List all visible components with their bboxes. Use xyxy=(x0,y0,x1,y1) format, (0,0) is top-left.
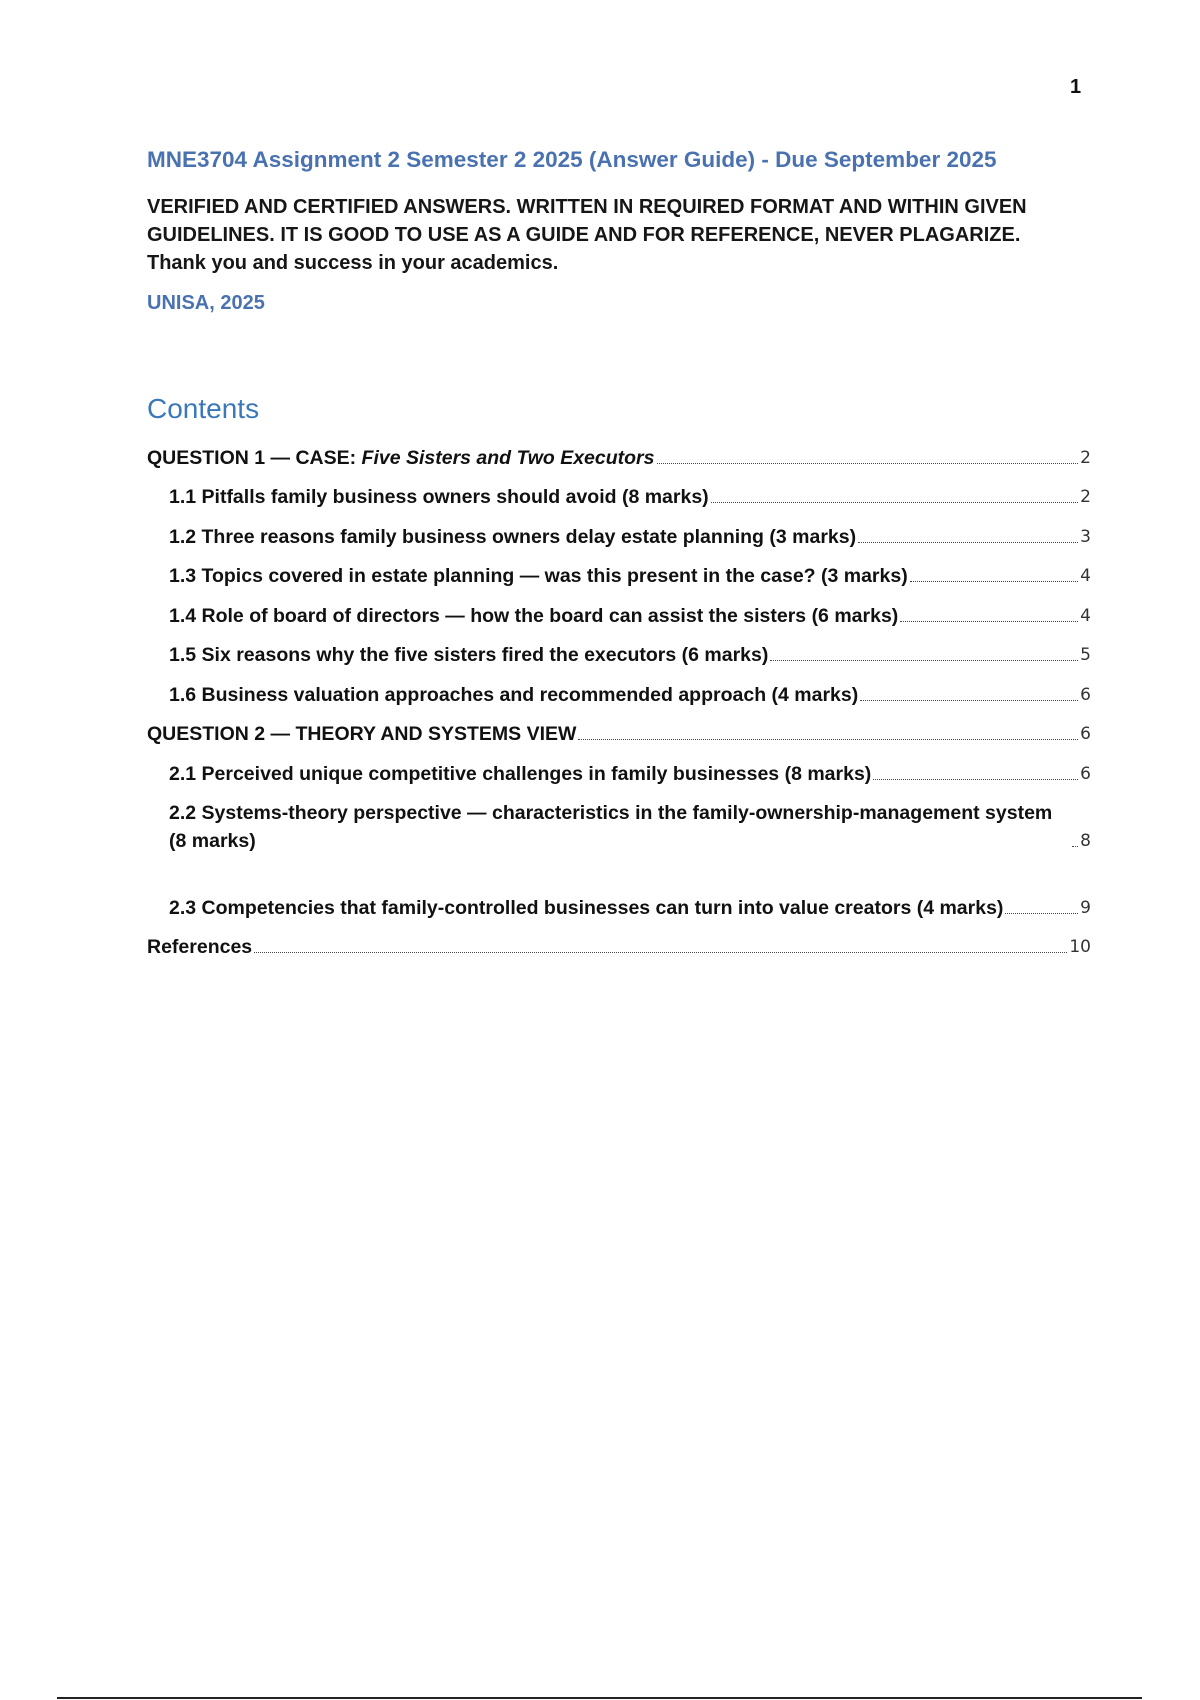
toc-q1-case-title: Five Sisters and Two Executors xyxy=(361,446,655,469)
toc-page-number: 6 xyxy=(1080,763,1091,784)
toc-leader-dots xyxy=(1005,913,1078,914)
toc-leader-dots xyxy=(910,581,1078,582)
toc-entry-1-1[interactable] xyxy=(147,472,1091,512)
toc-entry-1-2[interactable] xyxy=(147,511,1091,551)
toc-entry-label xyxy=(147,444,655,472)
toc-entry-1-5[interactable] xyxy=(147,630,1091,670)
toc-leader-dots xyxy=(1072,846,1078,847)
toc-page-number: 2 xyxy=(1080,447,1091,468)
toc-entry-references[interactable] xyxy=(147,922,1091,962)
footer-divider xyxy=(57,1697,1142,1699)
toc-entry-1-4[interactable] xyxy=(147,590,1091,630)
toc-page-number: 6 xyxy=(1080,724,1091,744)
toc-page-number: 9 xyxy=(1080,897,1091,918)
toc-entry-question-2[interactable] xyxy=(147,709,1091,749)
toc-entry-label: References xyxy=(147,936,253,958)
toc-entry-label: 1.6 Business valuation approaches and recommended approach (4 marks) xyxy=(169,683,859,706)
toc-page-number: 6 xyxy=(1080,684,1091,705)
toc-leader-dots xyxy=(711,502,1078,503)
toc-leader-dots xyxy=(860,700,1078,701)
toc-entry-2-1[interactable] xyxy=(147,748,1091,788)
toc-page-number: 5 xyxy=(1080,645,1091,665)
toc-page-number: 10 xyxy=(1069,937,1091,957)
toc-entry-label: 2.3 Competencies that family-controlled businesses can turn into value creators (4 marks) xyxy=(169,896,1004,919)
toc-entry-1-6[interactable] xyxy=(147,669,1091,709)
toc-entry-label: 1.4 Role of board of directors — how the board can assist the sisters (6 marks) xyxy=(169,604,899,627)
toc-heading: Contents xyxy=(147,393,260,424)
toc-leader-dots xyxy=(254,952,1067,953)
toc-entry-label: 1.2 Three reasons family business owners delay estate planning (3 marks) xyxy=(169,525,857,548)
toc-entry-label: 1.1 Pitfalls family business owners should avoid (8 marks) xyxy=(169,486,709,508)
toc-leader-dots xyxy=(900,621,1078,622)
toc-leader-dots xyxy=(578,739,1078,740)
toc-page-number: 4 xyxy=(1080,605,1091,626)
document-title: MNE3704 Assignment 2 Semester 2 2025 (Answer Guide) - Due September 2025 xyxy=(147,147,997,172)
toc-entry-label: 2.1 Perceived unique competitive challenges in family businesses (8 marks) xyxy=(169,762,872,785)
page-number: 1 xyxy=(1070,76,1082,98)
toc-page-number: 3 xyxy=(1080,526,1091,547)
toc-entry-label: 1.5 Six reasons why the five sisters fired the executors (6 marks) xyxy=(169,644,769,666)
toc-entry-1-3[interactable] xyxy=(147,551,1091,591)
institution-year: UNISA, 2025 xyxy=(147,292,265,314)
disclaimer-paragraph: VERIFIED AND CERTIFIED ANSWERS. WRITTEN IN REQUIRED FORMAT AND WITHIN GIVEN GUIDELINES. IT IS GOOD TO USE AS A GUIDE AND FOR REFERENCE, NEVER PLAGARIZE. Thank you and success in your academics. xyxy=(147,196,1027,274)
toc-page-number: 4 xyxy=(1080,566,1091,586)
table-of-contents xyxy=(147,432,1091,961)
toc-leader-dots xyxy=(858,542,1078,543)
toc-page-number: 8 xyxy=(1080,830,1091,851)
toc-page-number: 2 xyxy=(1080,487,1091,507)
toc-entry-2-3[interactable] xyxy=(147,855,1091,922)
toc-entry-2-2[interactable] xyxy=(147,788,1091,855)
toc-entry-label: QUESTION 2 — THEORY AND SYSTEMS VIEW xyxy=(147,723,577,745)
toc-entry-label: 1.3 Topics covered in estate planning — was this present in the case? (3 marks) xyxy=(169,565,908,587)
toc-leader-dots xyxy=(873,779,1078,780)
toc-entry-question-1[interactable] xyxy=(147,432,1091,472)
toc-leader-dots xyxy=(770,660,1078,661)
toc-q1-prefix: QUESTION 1 — CASE: xyxy=(147,446,362,469)
toc-leader-dots xyxy=(657,463,1079,464)
toc-entry-label: 2.2 Systems-theory perspective — characteristics in the family-ownership-management system (8 marks) xyxy=(169,801,1053,852)
